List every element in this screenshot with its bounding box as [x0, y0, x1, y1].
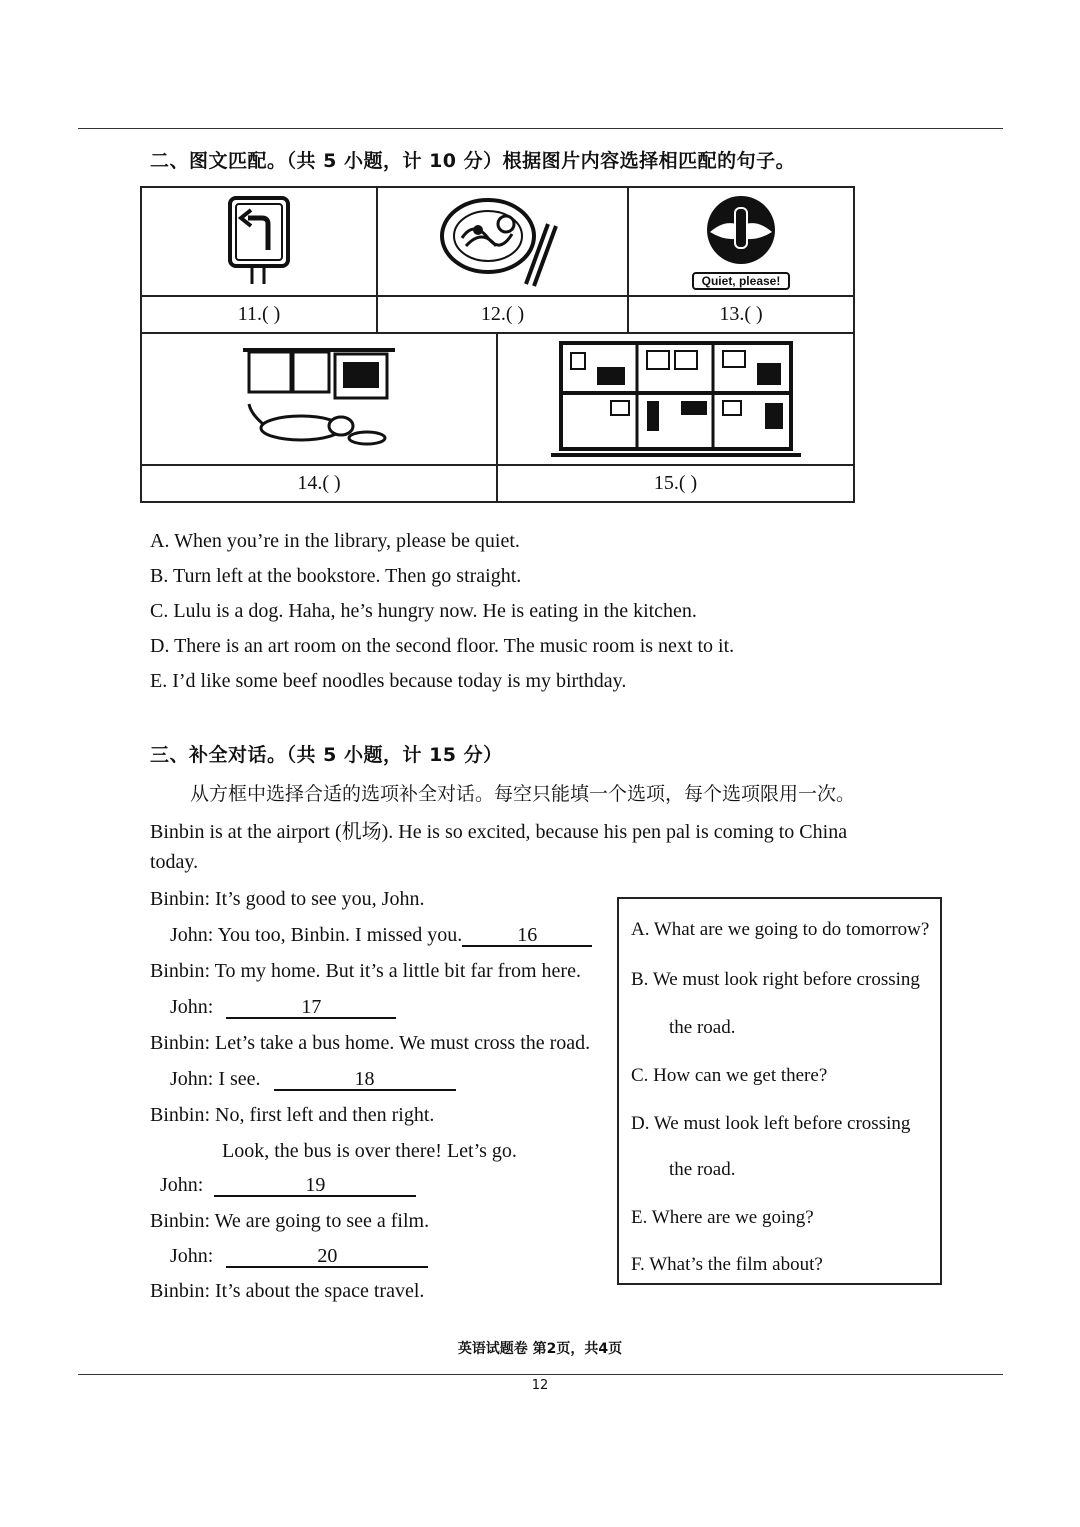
answer-slot-14[interactable]: 14.( ): [140, 464, 498, 503]
dialogue-line-11: [170, 1245, 428, 1268]
section3-title: 三、补全对话。（共 5 小题，计 15 分）: [150, 744, 503, 766]
dialogue-line-7: Binbin: No, first left and then right.: [150, 1104, 435, 1126]
box-option-d: D. We must look left before crossing: [631, 1113, 911, 1134]
dialogue-text: John: You too, Binbin. I missed you.: [170, 924, 463, 946]
picture-13: [627, 186, 855, 297]
blank-20[interactable]: 20: [226, 1246, 428, 1268]
section2-option-d: D. There is an art room on the second floor. The music room is next to it.: [150, 635, 735, 657]
box-option-b: B. We must look right before crossing: [631, 969, 920, 990]
dialogue-line-1: Binbin: It’s good to see you, John.: [150, 888, 425, 910]
dialogue-line-9: [160, 1174, 416, 1197]
answer-slot-13[interactable]: 13.( ): [627, 295, 855, 334]
section3-intro-line1: Binbin is at the airport (机场). He is so excited, because his pen pal is coming to China: [150, 821, 848, 843]
dialogue-speaker: John:: [170, 1245, 214, 1267]
school-building-icon: [551, 337, 801, 461]
turn-left-sign-icon: [224, 194, 294, 289]
quiet-sign-label: Quiet, please!: [692, 272, 791, 290]
picture-15: [496, 332, 855, 466]
dialogue-line-5: Binbin: Let’s take a bus home. We must cross the road.: [150, 1032, 591, 1054]
dialogue-text: John: I see.: [170, 1068, 261, 1090]
blank-17[interactable]: 17: [226, 997, 396, 1019]
box-option-a: A. What are we going to do tomorrow?: [631, 919, 930, 940]
picture-12: [376, 186, 629, 297]
box-option-c: C. How can we get there?: [631, 1065, 828, 1086]
box-option-b-cont: the road.: [669, 1017, 736, 1038]
noodle-bowl-icon: [438, 194, 568, 289]
dialogue-line-10: Binbin: We are going to see a film.: [150, 1210, 430, 1232]
section2-option-c: C. Lulu is a dog. Haha, he’s hungry now. He is eating in the kitchen.: [150, 600, 697, 622]
answer-slot-11[interactable]: 11.( ): [140, 295, 378, 334]
quiet-please-sign-icon: [686, 194, 796, 270]
picture-14: [140, 332, 498, 466]
top-rule: [78, 128, 1003, 129]
box-option-d-cont: the road.: [669, 1159, 736, 1180]
blank-16[interactable]: 16: [462, 925, 592, 947]
dog-eating-kitchen-icon: [239, 344, 399, 454]
section2-title: 二、图文匹配。（共 5 小题，计 10 分）根据图片内容选择相匹配的句子。: [150, 150, 796, 172]
section2-option-e: E. I’d like some beef noodles because today is my birthday.: [150, 670, 627, 692]
dialogue-line-8: Look, the bus is over there! Let’s go.: [222, 1140, 517, 1162]
dialogue-line-3: Binbin: To my home. But it’s a little bit far from here.: [150, 960, 581, 982]
section2-option-a: A. When you’re in the library, please be quiet.: [150, 530, 520, 552]
dialogue-options-box: [617, 897, 942, 1285]
dialogue-line-6: [170, 1068, 456, 1091]
dialogue-speaker: John:: [170, 996, 214, 1018]
answer-slot-15[interactable]: 15.( ): [496, 464, 855, 503]
box-option-f: F. What’s the film about?: [631, 1254, 823, 1275]
section2-option-b: B. Turn left at the bookstore. Then go straight.: [150, 565, 522, 587]
exam-page-info: 英语试题卷 第2页，共4页: [457, 1341, 623, 1357]
picture-11: [140, 186, 378, 297]
dialogue-line-4: [170, 996, 396, 1019]
blank-18[interactable]: 18: [274, 1069, 456, 1091]
section3-instruction: 从方框中选择合适的选项补全对话。每空只能填一个选项，每个选项限用一次。: [190, 783, 856, 805]
dialogue-line-12: Binbin: It’s about the space travel.: [150, 1280, 425, 1302]
dialogue-line-2: [170, 924, 592, 947]
page-number: 12: [531, 1378, 549, 1393]
box-option-e: E. Where are we going?: [631, 1207, 814, 1228]
dialogue-speaker: John:: [160, 1174, 204, 1196]
section3-intro-line2: today.: [150, 851, 199, 873]
bottom-rule: [78, 1374, 1003, 1375]
answer-slot-12[interactable]: 12.( ): [376, 295, 629, 334]
blank-19[interactable]: 19: [214, 1175, 416, 1197]
